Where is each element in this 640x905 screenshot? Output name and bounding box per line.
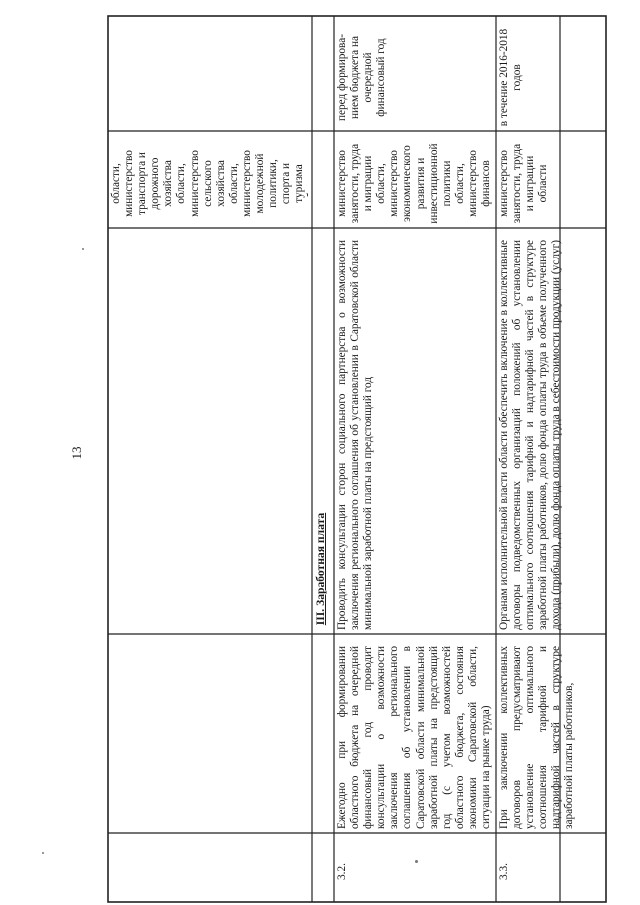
scan-speck: [82, 248, 84, 250]
row-4-num: 3.3.: [498, 863, 510, 880]
page-number: 13: [69, 446, 84, 460]
row-4-event: При заключении коллективных договоров предусматривают установление оптимального соотношения тарифной и надтарифной частей в структуре заработной платы работников,: [498, 646, 576, 829]
row-1-executor: области, министерство транспорта и дорожного хозяйства области, министерство сельского хозяйства области, министерство молодежной политики, спорта и туризма: [110, 150, 306, 217]
row-3-content: Проводить консультации сторон социального партнерства о возможности заключения регионального соглашения об установлении в Саратовской области минимальной заработной платы на предстоящий год: [336, 240, 375, 630]
row-2-executor: министерство занятости, труда и миграции области, министерство экономического развития и инвестиционной политики области, министерство финансов: [336, 143, 492, 224]
scan-speck: [415, 860, 418, 863]
row-4-content: Органам исполнительной власти области обеспечить включение в коллективные договоры подведомственных организаций положений об установлении оптимального соотношения тарифной и надтарифной частей в структуре заработной платы работников, долю фонда оплаты труда в объеме полученного дохода (прибыли), долю фонда оплаты труда в себестоимости продукции (услуг): [498, 239, 563, 630]
row-4-executor: министерство занятости, труда и миграции области: [498, 143, 550, 224]
row-4-deadline: в течение 2016-2018 годов: [498, 28, 524, 127]
row-3-num: 3.2.: [336, 863, 348, 880]
row-3-event: Ежегодно при формировании областного бюджета на очередной финансовый год проводит консультации о возможности заключения регионального соглашения об установлении в Саратовской области минимальной заработной платы на предстоящий год (с учетом возможностей областного бюджета, состояния экономики Саратовской области, ситуации на рынке труда): [336, 646, 492, 829]
section-header: III. Заработная плата: [314, 512, 327, 626]
row-2-deadline: перед формирова-нием бюджета на очередной финансовый год: [336, 33, 388, 122]
scan-speck: [42, 852, 44, 854]
